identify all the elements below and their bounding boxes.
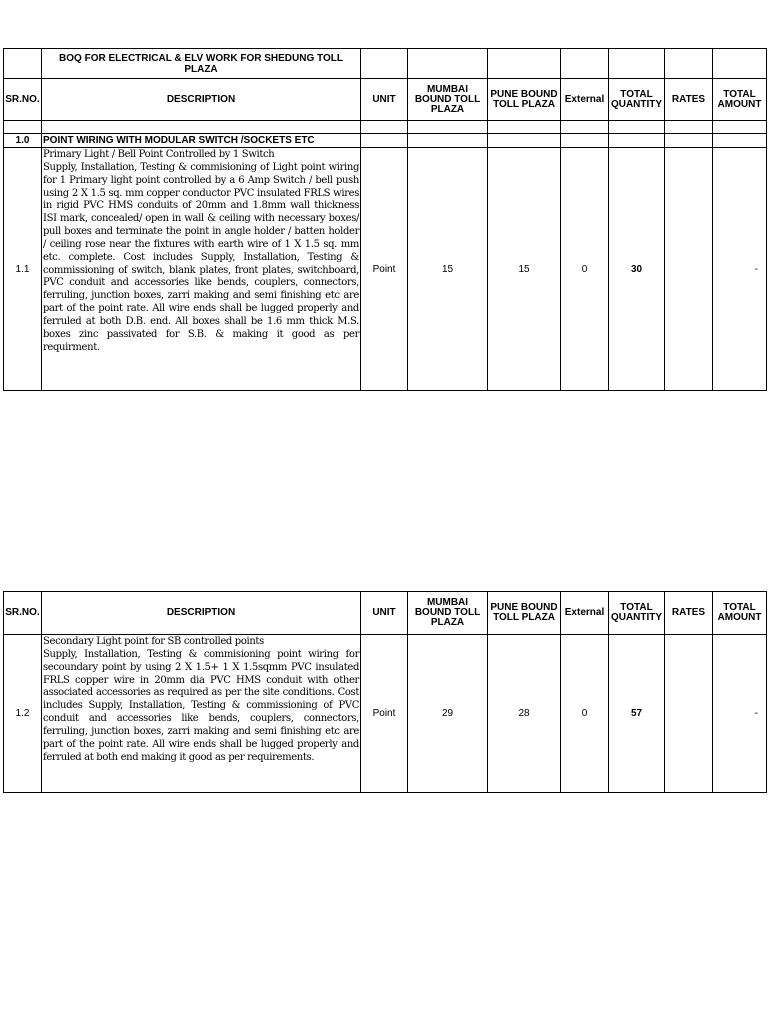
item-external-qty: 0 bbox=[561, 148, 609, 391]
header-total-quantity: TOTAL QUANTITY bbox=[609, 592, 665, 635]
item-description-body: Supply, Installation, Testing & commisioning point wiring for secoundary point by using 2 X 1.5+ 1 X 1.5sqmm PVC insulated FRLS copper wire in 20mm dia PVC HMS conduit with other associated accessories as required as per the site conditions. Cost includes Supply, Installation, Testing & commissioning of PVC conduit and accessories like bends, couplers, connectors, ferruling, junction boxes, zarri making and semi finishing etc are part of the point rate. All wire ends shall be lugged properly and ferruled at both end making it good as per requirements. bbox=[43, 648, 359, 763]
item-unit: Point bbox=[361, 635, 408, 793]
header-row bbox=[4, 592, 767, 635]
header-total-amount: TOTAL AMOUNT bbox=[713, 79, 767, 121]
header-unit: UNIT bbox=[361, 79, 408, 121]
item-mumbai-qty: 29 bbox=[408, 635, 488, 793]
item-total-amount: - bbox=[713, 635, 767, 793]
item-row bbox=[4, 635, 767, 793]
spacer-row bbox=[4, 121, 767, 134]
item-description bbox=[42, 148, 361, 391]
item-row bbox=[4, 148, 767, 391]
header-pune: PUNE BOUND TOLL PLAZA bbox=[488, 79, 561, 121]
item-description-title: Secondary Light point for SB controlled points bbox=[43, 636, 264, 647]
header-external: External bbox=[561, 79, 609, 121]
header-srno: SR.NO. bbox=[4, 592, 42, 635]
item-total-quantity: 30 bbox=[609, 148, 665, 391]
item-mumbai-qty: 15 bbox=[408, 148, 488, 391]
item-description-title: Primary Light / Bell Point Controlled by 1 Switch bbox=[43, 149, 275, 160]
section-title: POINT WIRING WITH MODULAR SWITCH /SOCKETS ETC bbox=[42, 134, 361, 148]
item-description-body: Supply, Installation, Testing & commisioning of Light point wiring for 1 Primary light point controlled by a 6 Amp Switch / bell push using 2 X 1.5 sq. mm copper conductor PVC insulated FRLS wires in rigid PVC HMS conduits of 20mm and 1.8mm wall thickness ISI mark, concealed/ open in wall & ceiling with necessary boxes/ pull boxes and terminate the point in angle holder / batten holder / ceiling rose near the fixtures with earth wire of 1 X 1.5 sq. mm etc. complete. Cost includes Supply, Installation, Testing & commissioning of switch, blank plates, front plates, switchboard, PVC conduit and accessories like bends, couplers, connectors, ferruling, junction boxes, zarri making and semi finishing etc are part of the point rate. All wire ends shall be lugged properly and ferruled at both D.B. end. All boxes shall be 1.6 mm thick M.S. boxes zinc passivated for S.B. & making it good as per requirment. bbox=[43, 161, 359, 353]
item-total-amount: - bbox=[713, 148, 767, 391]
header-mumbai: MUMBAI BOUND TOLL PLAZA bbox=[408, 79, 488, 121]
title-row bbox=[4, 49, 767, 79]
header-rates: RATES bbox=[665, 592, 713, 635]
header-pune: PUNE BOUND TOLL PLAZA bbox=[488, 592, 561, 635]
header-total-quantity: TOTAL QUANTITY bbox=[609, 79, 665, 121]
header-total-amount: TOTAL AMOUNT bbox=[713, 592, 767, 635]
header-external: External bbox=[561, 592, 609, 635]
section-row bbox=[4, 134, 767, 148]
item-pune-qty: 15 bbox=[488, 148, 561, 391]
item-unit: Point bbox=[361, 148, 408, 391]
item-srno: 1.1 bbox=[4, 148, 42, 391]
header-srno: SR.NO. bbox=[4, 79, 42, 121]
section-number: 1.0 bbox=[4, 134, 42, 148]
header-description: DESCRIPTION bbox=[42, 79, 361, 121]
item-external-qty: 0 bbox=[561, 635, 609, 793]
table-title: BOQ FOR ELECTRICAL & ELV WORK FOR SHEDUNG TOLL PLAZA bbox=[42, 49, 361, 79]
header-mumbai: MUMBAI BOUND TOLL PLAZA bbox=[408, 592, 488, 635]
item-pune-qty: 28 bbox=[488, 635, 561, 793]
header-row bbox=[4, 79, 767, 121]
item-rates bbox=[665, 148, 713, 391]
header-rates: RATES bbox=[665, 79, 713, 121]
item-rates bbox=[665, 635, 713, 793]
item-srno: 1.2 bbox=[4, 635, 42, 793]
boq-table-2 bbox=[3, 591, 767, 793]
item-description bbox=[42, 635, 361, 793]
boq-table-1 bbox=[3, 48, 767, 391]
header-unit: UNIT bbox=[361, 592, 408, 635]
item-total-quantity: 57 bbox=[609, 635, 665, 793]
header-description: DESCRIPTION bbox=[42, 592, 361, 635]
